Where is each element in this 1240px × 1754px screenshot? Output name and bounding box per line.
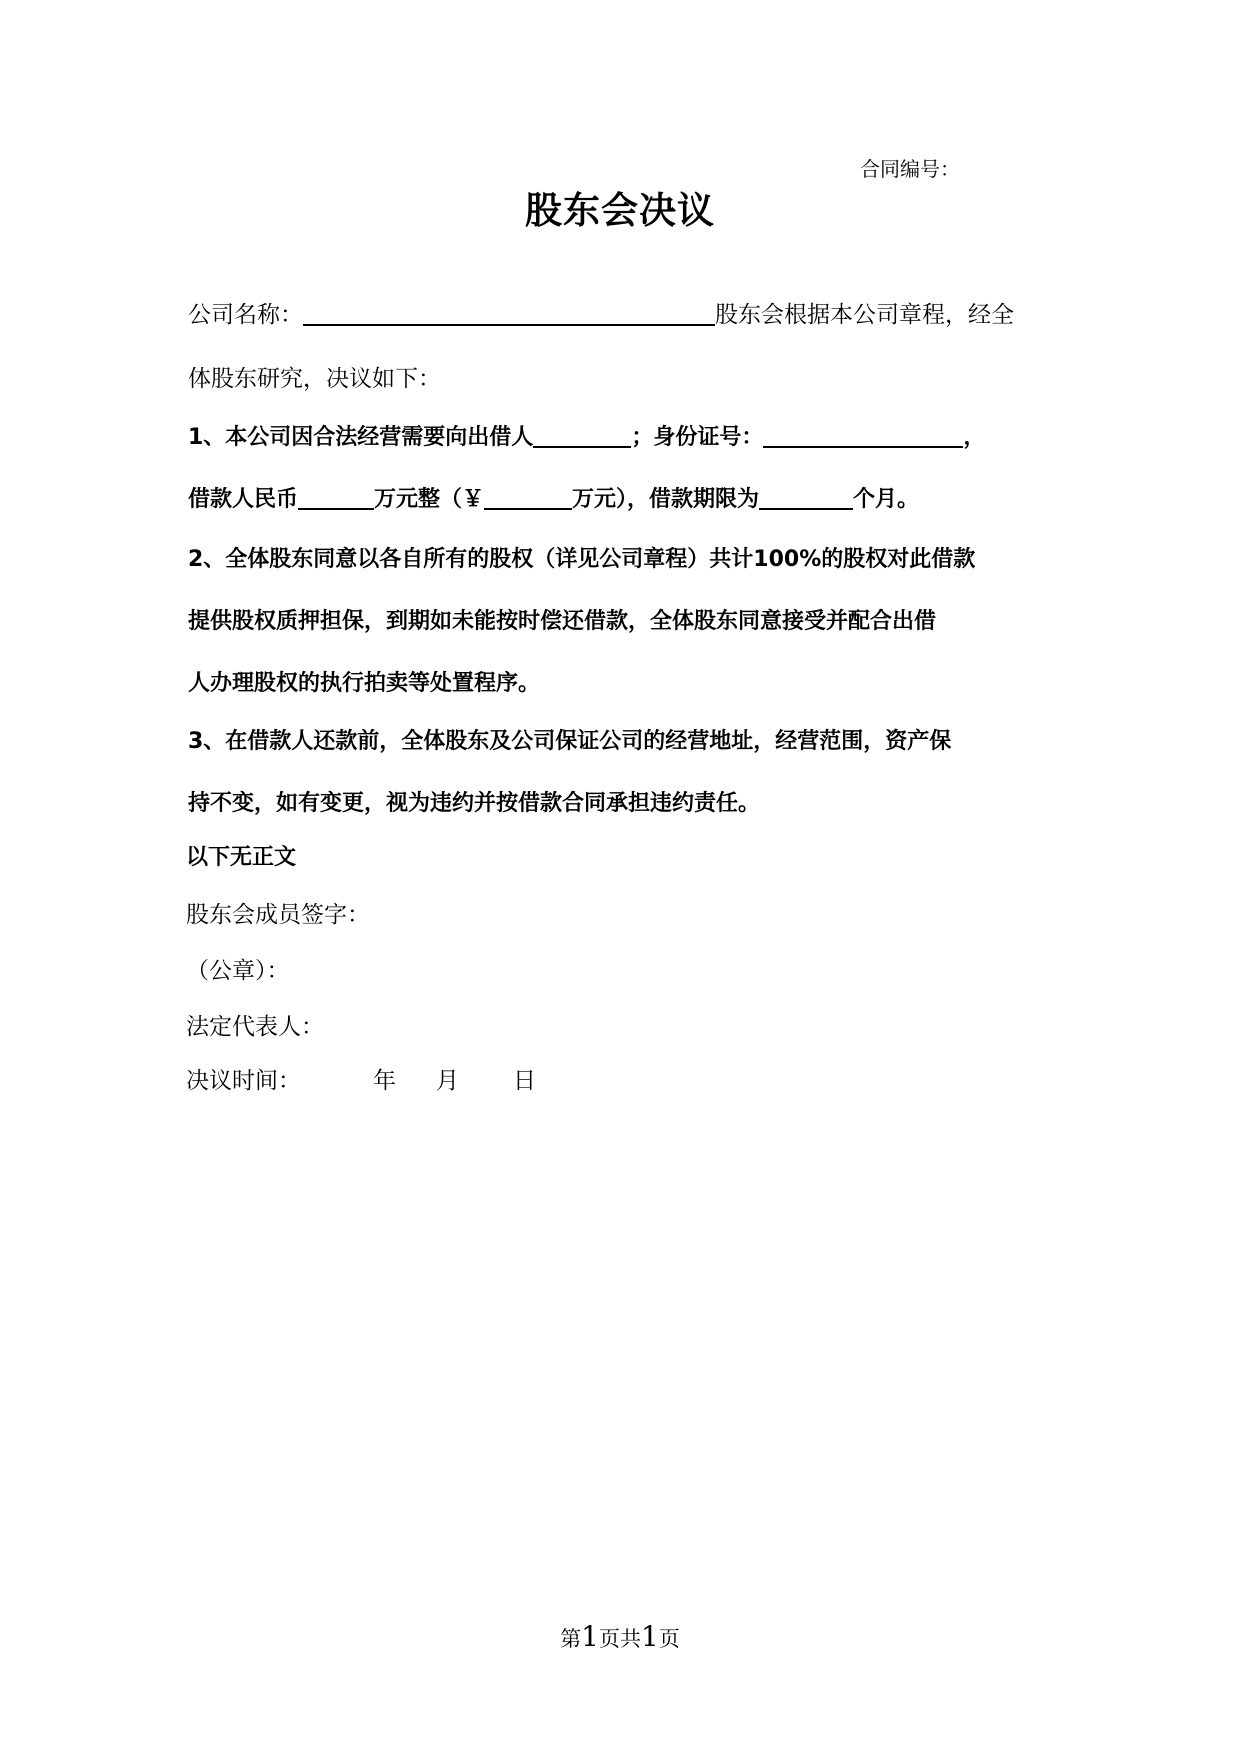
member-signatures-label: 股东会成员签字： [186, 902, 370, 928]
item1-line-2 [188, 482, 919, 513]
footer-page-number: 1 [581, 1620, 599, 1653]
document-title: 股东会决议 [525, 188, 715, 232]
item2-line-3: 人办理股权的执行拍卖等处置程序。 [188, 671, 541, 696]
contract-number-label: 合同编号： [860, 157, 960, 181]
company-name-blank[interactable] [303, 300, 715, 326]
item1-text-e: 万元整（￥ [374, 487, 485, 512]
no-more-text: 以下无正文 [186, 845, 297, 870]
page-footer [0, 1620, 1240, 1653]
item1-text-g: 个月。 [853, 487, 920, 512]
resolution-date-label: 决议时间： [186, 1068, 301, 1094]
item2-line-2: 提供股权质押担保，到期如未能按时偿还借款，全体股东同意接受并配合出借 [188, 609, 937, 634]
item1-text-c: ， [963, 425, 986, 450]
loan-term-blank[interactable] [759, 484, 853, 510]
intro-line-2: 体股东研究，决议如下： [188, 366, 441, 392]
date-year: 年 [373, 1068, 396, 1094]
company-name-label: 公司名称： [188, 302, 303, 328]
item3-line-2: 持不变，如有变更，视为违约并按借款合同承担违约责任。 [188, 791, 761, 816]
footer-text-b: 页共 [599, 1627, 641, 1651]
loan-amount-blank[interactable] [298, 484, 374, 510]
item3-line-1: 3、在借款人还款前，全体股东及公司保证公司的经营地址，经营范围，资产保 [188, 729, 952, 754]
intro-line-1 [188, 296, 1014, 329]
loan-amount-figure-blank[interactable] [484, 484, 572, 510]
id-number-blank[interactable] [763, 422, 963, 448]
lender-name-blank[interactable] [533, 422, 631, 448]
item1-line-1 [188, 420, 985, 451]
item1-text-a: 1、本公司因合法经营需要向出借人 [188, 425, 534, 450]
date-day: 日 [513, 1068, 536, 1094]
legal-representative-label: 法定代表人： [186, 1014, 324, 1040]
resolution-date-row [186, 1062, 301, 1095]
item2-line-1: 2、全体股东同意以各自所有的股权（详见公司章程）共计100%的股权对此借款 [188, 547, 976, 572]
company-seal-label: （公章）： [186, 958, 290, 984]
footer-total-pages: 1 [641, 1620, 659, 1653]
item1-text-f: 万元），借款期限为 [572, 487, 760, 512]
footer-text-a: 第 [560, 1627, 582, 1651]
intro-continuation: 股东会根据本公司章程，经全 [715, 302, 1014, 328]
item1-text-d: 借款人民币 [188, 487, 299, 512]
item1-text-b: ；身份证号： [631, 425, 764, 450]
footer-text-c: 页 [658, 1627, 680, 1651]
date-month: 月 [436, 1068, 459, 1094]
